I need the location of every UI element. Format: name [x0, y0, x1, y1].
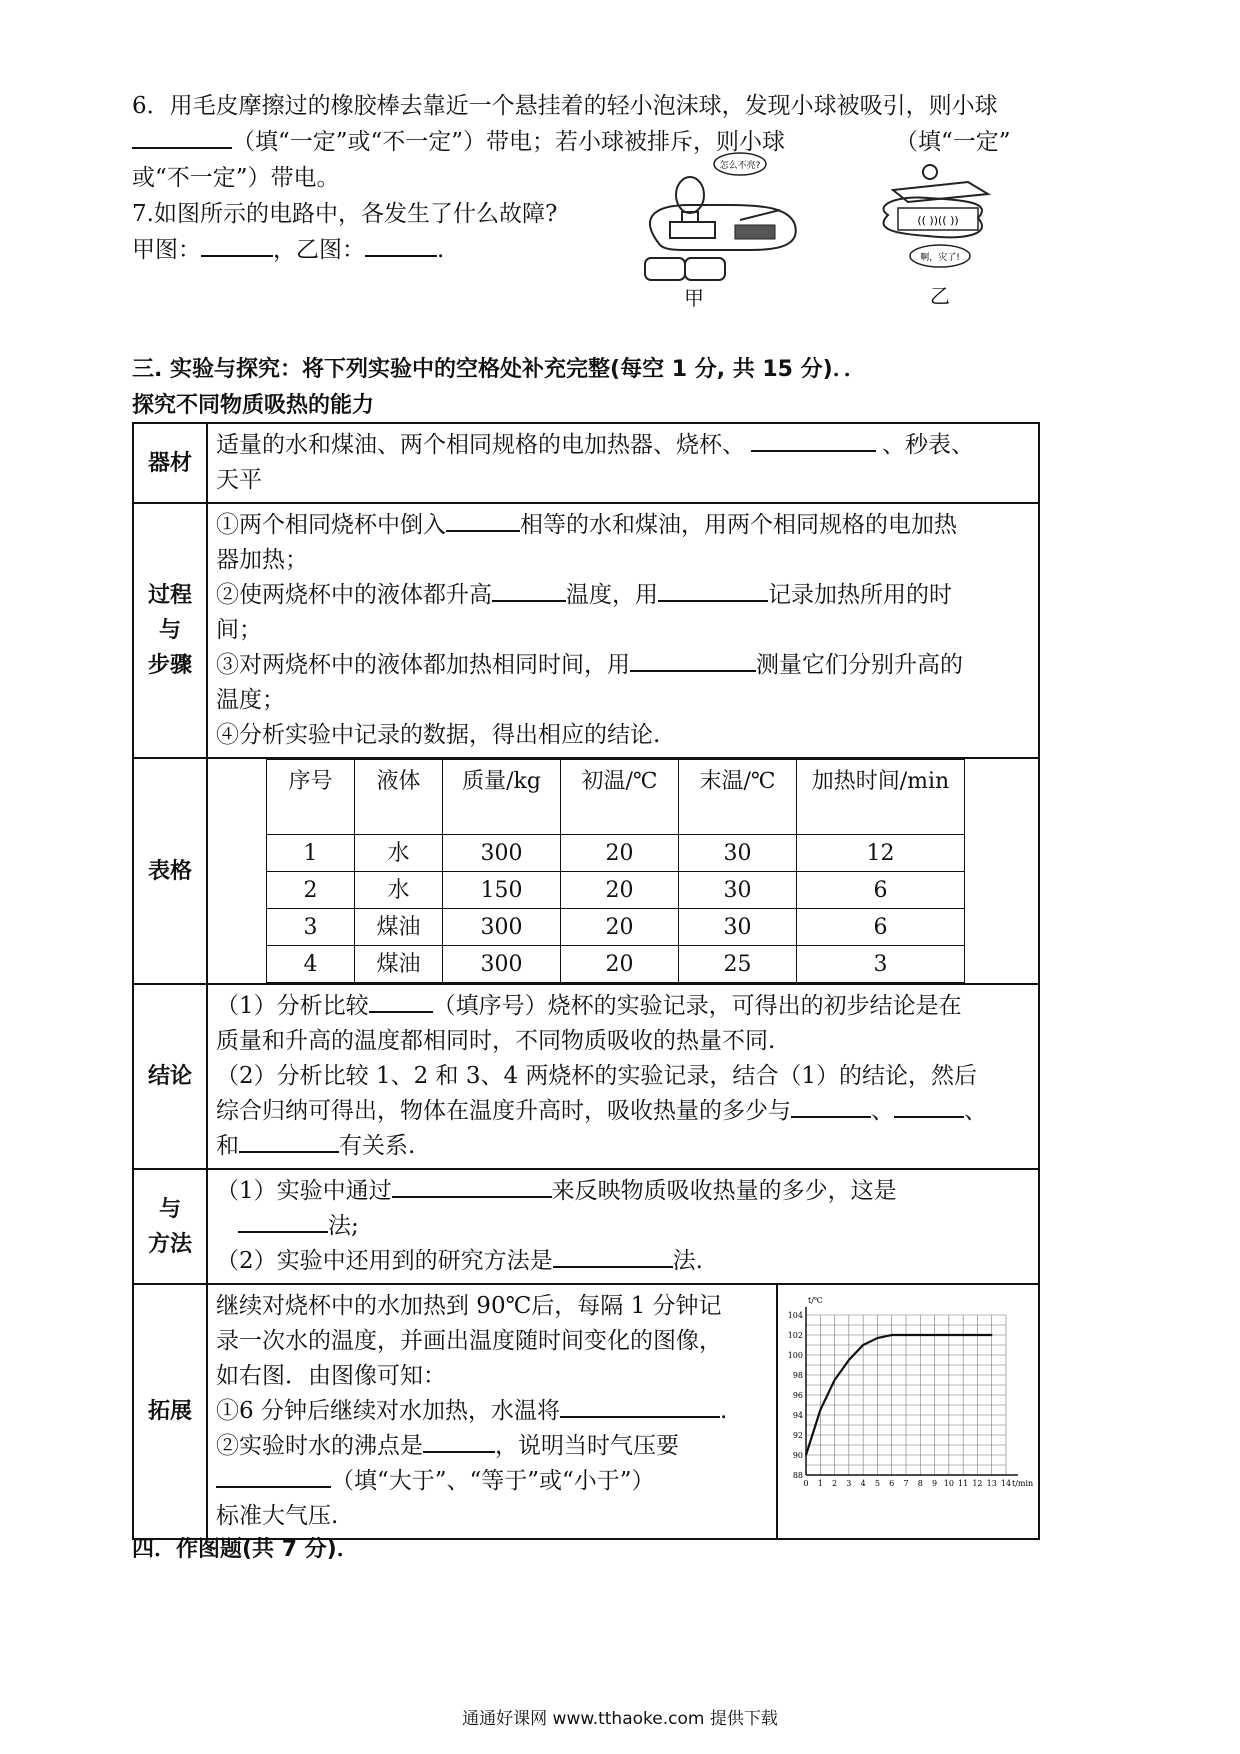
fig-jia-caption: 甲 [684, 286, 704, 310]
q6-blank-1[interactable] [132, 125, 232, 149]
y-tick-label: 88 [792, 1471, 803, 1480]
data-point [891, 1334, 893, 1336]
fig-yi-caption: 乙 [930, 284, 950, 308]
extension-blank-2[interactable] [423, 1429, 495, 1453]
process-blank-3[interactable] [658, 578, 768, 602]
data-point [819, 1409, 821, 1411]
method-blank-2[interactable] [238, 1209, 328, 1233]
x-tick-label: 6 [889, 1479, 895, 1488]
conclusion-blank-3[interactable] [894, 1094, 964, 1118]
x-tick-label: 0 [803, 1479, 809, 1488]
data-point [919, 1334, 921, 1336]
data-table-header [267, 760, 965, 835]
section-3-title: 三. 实验与探究：将下列实验中的空格处补充完整(每空 1 分, 共 15 分)．． [132, 357, 866, 382]
row-table [133, 758, 1039, 984]
data-point [805, 1454, 807, 1456]
experiment-table [132, 422, 1040, 1540]
question-7 [132, 196, 602, 268]
label-method: 与 方法 [133, 1169, 207, 1284]
q7-line2: 甲图： ，乙图： . [132, 232, 602, 268]
y-axis-label: t/℃ [808, 1296, 823, 1305]
data-point [848, 1359, 850, 1361]
data-table [266, 759, 965, 983]
x-tick-label: 12 [972, 1479, 983, 1488]
section-3-subtitle: 探究不同物质吸热的能力 [132, 393, 375, 418]
table-row: 4 煤油 300 20 25 3 [267, 946, 965, 983]
table-row: 1 水 300 20 30 12 [267, 835, 965, 872]
th-index: 序号 [267, 760, 355, 835]
x-tick-label: 3 [846, 1479, 852, 1488]
data-point [948, 1334, 950, 1336]
y-tick-label: 104 [787, 1311, 803, 1320]
table-row: 2 水 150 20 30 6 [267, 872, 965, 909]
row-extension: 拓展 继续对烧杯中的水加热到 90℃后，每隔 1 分钟记 录一次水的温度，并画出温度随时间变化的图像， 如右图．由图像可知： ①6 分钟后继续对水加热，水温将 . ②实验时水的沸点是 ，说明当时气压要 （填“大于”、“等于”或“小于”） 标准大气压. 88 90 92 94 96 98 100 102 104 0 1 2 3 4 5 6 7 8 9 10 11 12 13 14 t/℃ t/min [133, 1284, 1039, 1539]
x-tick-label: 11 [958, 1479, 969, 1488]
row-conclusion: 结论 （1）分析比较 （填序号）烧杯的实验记录，可得出的初步结论是在 质量和升高的温度都相同时，不同物质吸收的热量不同. （2）分析比较 1、2 和 3、4 两烧杯的实验记录，结合（1）的结论，然后 综合归纳可得出，物体在温度升高时，吸收热量的多少与 、 、 和 有关系. [133, 984, 1039, 1169]
equipment-blank[interactable] [751, 428, 876, 452]
x-tick-label: 9 [932, 1479, 938, 1488]
row-method: 与 方法 （1）实验中通过 来反映物质吸收热量的多少，这是 法; （2）实验中还用到的研究方法是 法. [133, 1169, 1039, 1284]
x-tick-label: 8 [917, 1479, 923, 1488]
label-table: 表格 [133, 758, 207, 984]
extension-blank-1[interactable] [560, 1394, 720, 1418]
data-point [991, 1334, 993, 1336]
y-tick-label: 94 [792, 1411, 803, 1420]
method-blank-3[interactable] [553, 1244, 673, 1268]
q7-line1: 7.如图所示的电路中，各发生了什么故障? [132, 201, 558, 227]
data-point [862, 1344, 864, 1346]
process-blank-2[interactable] [492, 578, 566, 602]
data-point [905, 1334, 907, 1336]
x-tick-label: 13 [986, 1479, 997, 1488]
q6-line3: 或“不一定”）带电。 [132, 165, 340, 191]
data-point [977, 1334, 979, 1336]
y-tick-label: 102 [787, 1331, 803, 1340]
label-extension: 拓展 [133, 1284, 207, 1539]
x-tick-label: 1 [817, 1479, 823, 1488]
y-tick-label: 100 [787, 1351, 803, 1360]
x-tick-label: 2 [832, 1479, 838, 1488]
th-final-temp: 末温/℃ [679, 760, 797, 835]
q6-line1: 6．用毛皮摩擦过的橡胶棒去靠近一个悬挂着的轻小泡沫球，发现小球被吸引，则小球 [132, 93, 998, 119]
y-tick-label: 96 [792, 1391, 803, 1400]
q7-blank-yi[interactable] [365, 233, 437, 257]
y-tick-label: 98 [792, 1371, 803, 1380]
process-blank-1[interactable] [446, 508, 520, 532]
row-process: 过程 与 步骤 ①两个相同烧杯中倒入 相等的水和煤油，用两个相同规格的电加热 器加热； ②使两烧杯中的液体都升高 温度，用 记录加热所用的时 间； ③对两烧杯中的液体都加热相同时间，用 测量它们分别升高的 温度； ④分析实验中记录的数据，得出相应的结论. [133, 503, 1039, 758]
conclusion-blank-2[interactable] [791, 1094, 871, 1118]
label-process: 过程 与 步骤 [133, 503, 207, 758]
circuit-figure-yi [868, 160, 1008, 275]
q6-blank-2[interactable] [785, 125, 895, 149]
x-tick-label: 10 [943, 1479, 954, 1488]
fig-jia-bubble: 怎么不亮? [719, 161, 761, 171]
q6-line2: （填“一定”或“不一定”）带电；若小球被排斥，则小球 （填“一定” [132, 124, 1132, 160]
x-axis-label: t/min [1012, 1479, 1034, 1488]
x-tick-label: 4 [860, 1479, 866, 1488]
th-initial-temp: 初温/℃ [561, 760, 679, 835]
th-heat-time: 加热时间/min [797, 760, 965, 835]
label-equipment: 器材 [133, 423, 207, 503]
x-tick-label: 7 [903, 1479, 909, 1488]
y-tick-label: 90 [792, 1451, 803, 1460]
svg-text:(( ))(( )): (( ))(( )) [917, 214, 959, 227]
circuit-figure-jia [630, 150, 815, 290]
table-row: 3 煤油 300 20 30 6 [267, 909, 965, 946]
q7-blank-jia[interactable] [201, 233, 273, 257]
row-equipment: 器材 适量的水和煤油、两个相同规格的电加热器、烧杯、 、秒表、 天平 [133, 423, 1039, 503]
data-point [834, 1379, 836, 1381]
conclusion-blank-1[interactable] [369, 989, 433, 1013]
extension-blank-3[interactable] [216, 1464, 331, 1488]
data-point [934, 1334, 936, 1336]
page-footer: 通通好课网 www.tthaoke.com 提供下载 [462, 1709, 778, 1729]
temperature-time-chart [778, 1285, 1034, 1515]
fig-yi-bubble: 啊，灾了! [920, 253, 960, 263]
conclusion-blank-4[interactable] [239, 1129, 339, 1153]
x-tick-label: 5 [874, 1479, 880, 1488]
label-conclusion: 结论 [133, 984, 207, 1169]
section-4-title: 四．作图题(共 7 分)． [132, 1537, 359, 1562]
data-point [962, 1334, 964, 1336]
y-tick-label: 92 [792, 1431, 803, 1440]
process-blank-4[interactable] [630, 648, 756, 672]
th-mass: 质量/kg [443, 760, 561, 835]
data-point [877, 1337, 879, 1339]
th-liquid: 液体 [355, 760, 443, 835]
method-blank-1[interactable] [392, 1174, 552, 1198]
x-tick-label: 14 [1000, 1479, 1012, 1488]
